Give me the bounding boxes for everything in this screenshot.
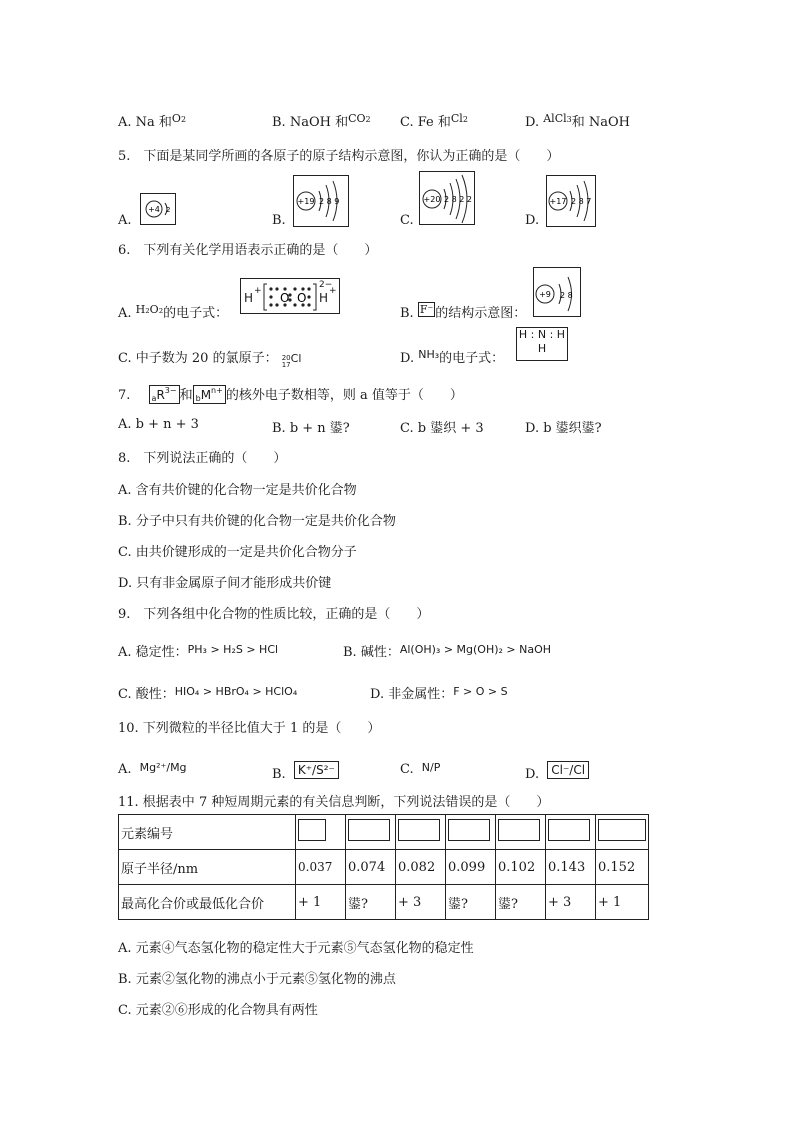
q6-b-ion: F⁻ [419,303,434,316]
q10-b-expr: K⁺/S²⁻ [294,761,339,779]
q7-option-c[interactable]: C. b 鍙织 + 3 [400,421,484,436]
q4-option-b[interactable] [272,111,371,130]
q6-a-bracket [263,283,317,311]
q6-b-nucleus: +9 [539,290,551,299]
table-cell [296,815,346,850]
element-table [118,814,649,920]
q6-d-label: D. [400,351,415,366]
q5-stem: 5. 下面是某同学所画的各原子的原子结构示意图，你认为正确的是（ ） [118,149,560,164]
table-cell: 0.152 [596,850,649,885]
q10-d-label: D. [525,767,540,782]
element-number-box [348,819,390,841]
row-label-element-no: 元素编号 [119,815,296,850]
q6-c-mass: 20 [281,354,291,362]
q4-c-formula: Cl [450,112,463,125]
table-cell [596,815,649,850]
q6-a-label: A. [118,306,132,321]
q5-option-a-label[interactable]: A. [118,213,132,228]
table-cell: + 1 [296,885,346,920]
table-cell: 鍙? [496,885,546,920]
q11-option-c[interactable]: C. 元素②⑥形成的化合物具有两性 [118,1003,318,1018]
q10-option-d[interactable] [525,761,589,782]
q6-stem: 6. 下列有关化学用语表示正确的是（ ） [118,243,378,258]
q5-a-shells: 2 [166,206,171,214]
q6-c-label: C. [118,351,132,366]
row-label-radius: 原子半径/nm [119,850,296,885]
table-cell: 鍙? [346,885,396,920]
q9-option-a[interactable] [118,641,278,660]
element-number-box [598,819,646,841]
q6-option-a[interactable] [118,302,228,321]
q5-c-nucleus: +20 [423,195,441,204]
q11-option-a[interactable]: A. 元素④气态氢化物的稳定性大于元素⑤气态氢化物的稳定性 [118,941,474,956]
q4-option-a-label: A. Na 和 [118,115,172,130]
q9-c-label: C. 酸性： [118,687,175,702]
element-number-box [498,819,540,841]
table-cell: + 3 [396,885,446,920]
q4-a-sub: 2 [180,115,187,124]
q6-d-ed-top: H : N : H [518,328,566,341]
q6-a-o1: O [280,291,290,305]
q7-ion1: R [156,388,165,402]
q10-stem: 10. 下列微粒的半径比值大于 1 的是（ ） [118,721,381,736]
q6-d-formula: NH₃ [418,348,440,361]
q7-num: 7. [118,388,131,403]
q6-a-electron-diagram [240,278,340,314]
q10-option-a[interactable] [118,761,187,777]
table-row [119,850,649,885]
q6-option-c[interactable] [118,347,301,369]
q6-b-shells: 2 8 [560,291,573,300]
q4-d-sub: 3 [566,115,572,124]
q6-b-label: B. [400,306,414,321]
q9-option-d[interactable] [370,683,508,702]
q9-a-label: A. 稳定性： [118,645,188,660]
q9-option-c[interactable] [118,683,297,702]
q5-option-b-label[interactable]: B. [272,213,286,228]
q5-c-diagram [419,171,475,225]
element-number-box [448,819,490,841]
q5-b-diagram [293,175,349,227]
q10-a-label: A. [118,762,132,777]
q10-option-b[interactable] [272,761,339,782]
table-cell: + 3 [546,885,596,920]
q8-option-b[interactable]: B. 分子中只有共价键的化合物一定是共价化合物 [118,514,396,529]
q5-b-nucleus: +19 [297,197,315,206]
q6-b-diagram [533,267,581,317]
q7-option-b[interactable]: B. b + n 鍙? [272,421,350,436]
table-cell: 鍙? [446,885,496,920]
q5-d-nucleus: +17 [549,197,567,206]
q4-option-a[interactable] [118,111,186,130]
q6-c-z: 17 [281,361,291,369]
q5-d-shells: 2 8 7 [571,197,592,206]
q5-option-c-label[interactable]: C. [400,213,414,228]
q5-d-diagram [546,175,596,227]
table-cell: 0.074 [346,850,396,885]
q4-d-tail: 和 NaOH [571,115,630,130]
q6-a-h1: H [244,291,254,305]
q5-a-diagram [140,193,176,225]
q9-option-b[interactable] [343,641,551,660]
q9-d-expr: F > O > S [453,685,508,698]
q9-b-expr: Al(OH)₃ > Mg(OH)₂ > NaOH [399,643,552,656]
q4-b-sub: 2 [365,115,371,124]
q7-ion2-pre: b [195,394,201,403]
q4-option-c-label: C. Fe 和 [400,115,451,130]
q5-a-nucleus: +4 [148,205,160,214]
q7-ion1-charge: 3− [164,386,177,395]
q4-c-sub: 2 [462,115,468,124]
q9-c-expr: HIO₄ > HBrO₄ > HClO₄ [174,685,298,698]
q6-c-text: 中子数为 20 的氯原子： [135,351,278,366]
q11-option-b[interactable]: B. 元素②氢化物的沸点小于元素⑤氢化物的沸点 [118,972,396,987]
table-cell [546,815,596,850]
table-cell [396,815,446,850]
q4-a-formula: O [171,112,181,125]
q10-c-label: C. [400,762,414,777]
q8-option-c[interactable]: C. 由共价键形成的一定是共价化合物分子 [118,545,357,560]
q6-a-charge: 2− [319,280,333,290]
table-cell [446,815,496,850]
q9-stem: 9. 下列各组中化合物的性质比较，正确的是（ ） [118,607,430,622]
q6-d-electron-diagram [516,327,568,361]
q8-stem: 8. 下列说法正确的（ ） [118,451,287,466]
q9-b-label: B. 碱性： [343,645,400,660]
q11-stem: 11. 根据表中 7 种短周期元素的有关信息判断，下列说法错误的是（ ） [118,795,550,810]
q6-d-ed-bottom: H [537,342,547,355]
q7-ion1-pre: a [151,394,157,403]
q5-option-d-label[interactable]: D. [525,213,540,228]
q4-b-formula: CO [348,112,366,125]
q5-b-shells: 2 8 9 [319,197,340,206]
q8-option-d[interactable]: D. 只有非金属原子间才能形成共价键 [118,576,332,591]
table-row [119,885,649,920]
table-cell: 0.102 [496,850,546,885]
q10-option-c[interactable] [400,761,440,777]
element-number-box [548,819,590,841]
q7-stem [118,384,463,404]
q4-option-c[interactable] [400,111,468,130]
table-cell: 0.082 [396,850,446,885]
q6-d-text: 的电子式： [439,351,505,366]
q9-d-label: D. 非金属性： [370,687,454,702]
q6-a-text: 的电子式： [163,306,229,321]
q10-b-label: B. [272,767,286,782]
q6-b-text: 的结构示意图： [435,306,527,321]
q7-ion2-charge: n+ [211,386,223,395]
row-label-valence: 最高化合价或最低化合价 [119,885,296,920]
table-cell: 0.143 [546,850,596,885]
element-number-box [398,819,440,841]
q7-option-d[interactable]: D. b 鍙织鍙? [525,421,602,436]
q7-ion2: M [200,388,212,402]
element-number-box [298,819,326,841]
q6-c-symbol: Cl [290,352,302,365]
table-cell: + 1 [596,885,649,920]
q4-d-formula: AlCl [543,112,567,125]
q6-a-plus2: + [329,286,337,296]
q10-d-expr: Cl⁻/Cl [547,761,589,779]
q8-option-a[interactable]: A. 含有共价键的化合物一定是共价化合物 [118,483,357,498]
table-cell [496,815,546,850]
q7-option-a[interactable]: A. b + n + 3 [118,417,199,432]
q6-option-d[interactable] [400,347,504,366]
q6-a-h2: H [319,291,329,305]
q4-option-b-label: B. NaOH 和 [272,115,349,130]
table-row [119,815,649,850]
q6-option-b[interactable] [400,302,526,321]
q7-stem-tail: 的核外电子数相等，则 a 值等于（ ） [225,388,463,403]
q4-option-d[interactable] [525,111,630,130]
q9-a-expr: PH₃ > H₂S > HCl [187,643,279,656]
q4-option-d-label: D. [525,115,540,130]
q7-mid: 和 [179,388,193,403]
q6-a-formula: H₂O₂ [135,303,164,316]
table-cell: 0.099 [446,850,496,885]
table-cell [346,815,396,850]
q10-a-expr: Mg²⁺/Mg [139,761,187,774]
table-cell: 0.037 [296,850,346,885]
q6-a-o2: O [297,291,307,305]
q5-c-shells: 2 8 2 2 [444,195,472,204]
q10-c-expr: N/P [421,761,441,774]
q6-a-plus1: + [254,286,262,296]
